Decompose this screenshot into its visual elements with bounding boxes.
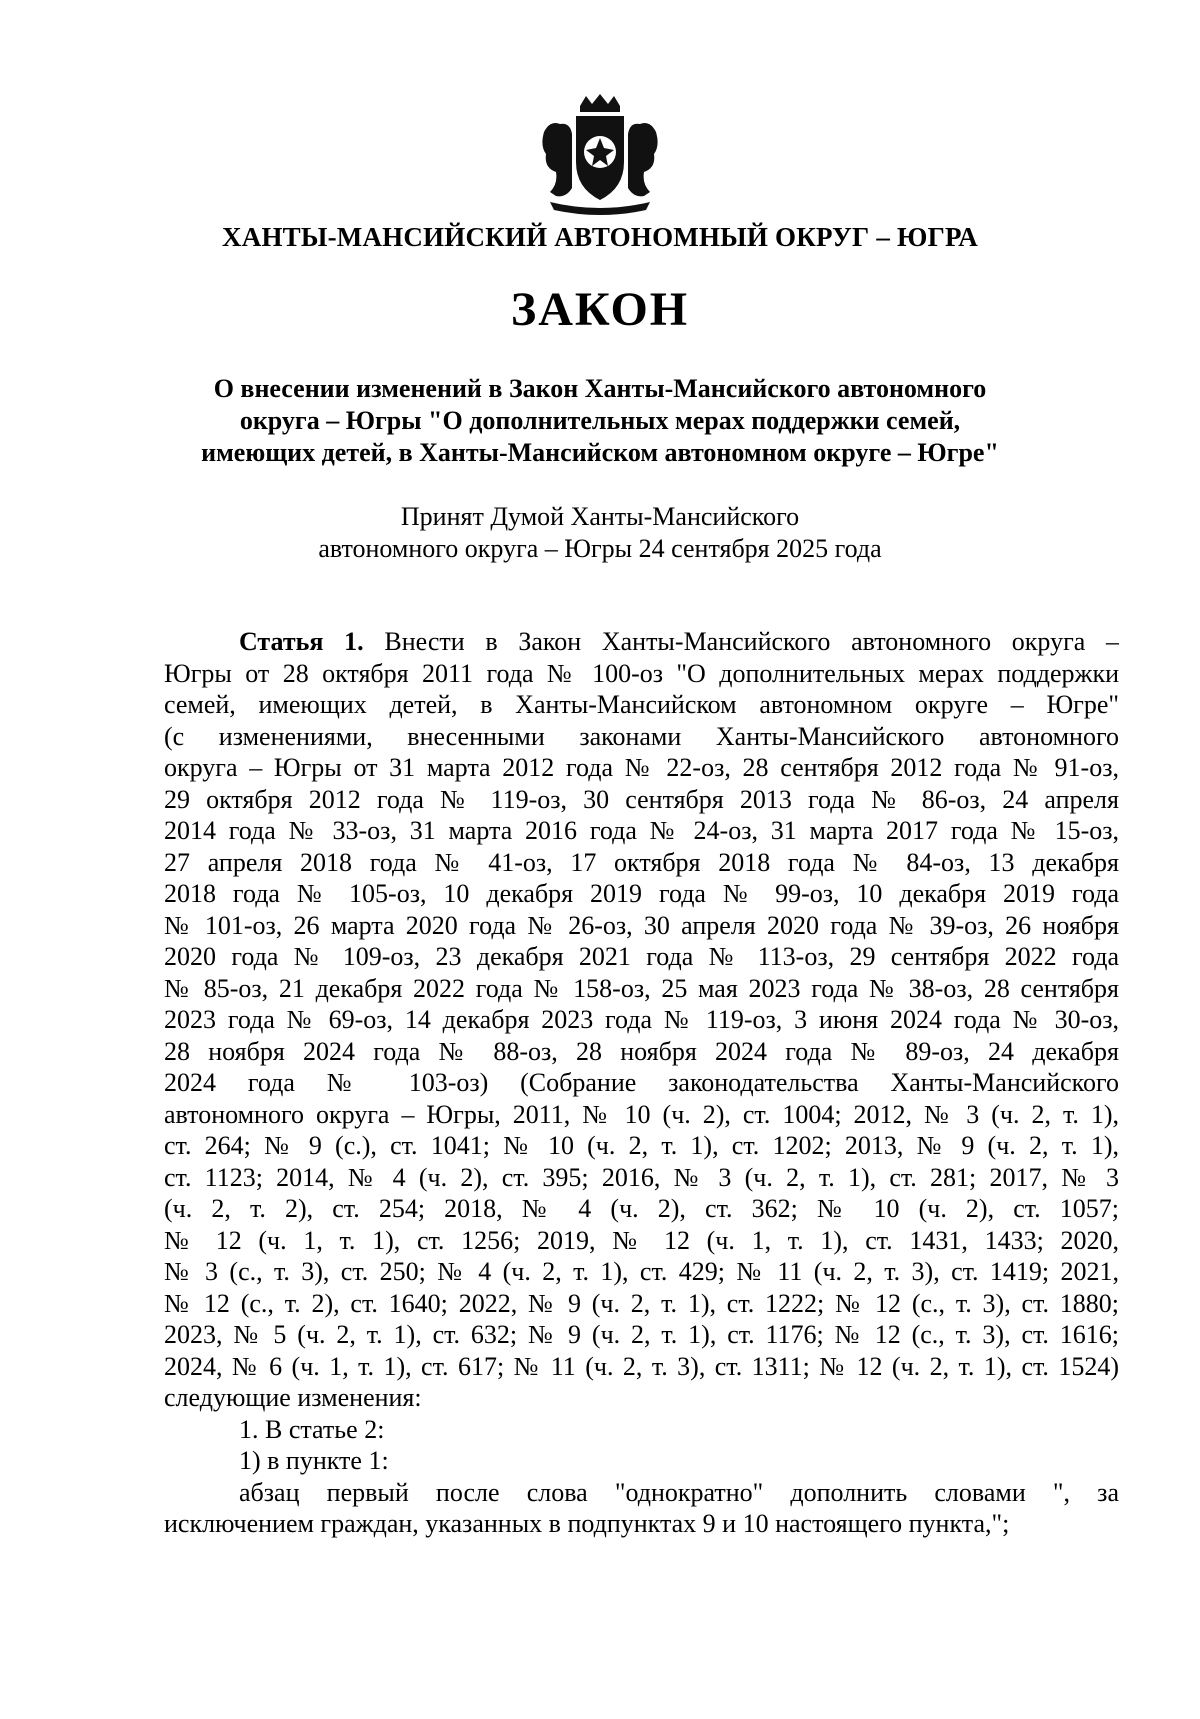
body-line: Югры от 28 октября 2011 года № 100-оз "О дополнительных мерах поддержки <box>164 658 1119 688</box>
article-body <box>164 626 1119 1540</box>
document-type: ЗАКОН <box>510 283 690 336</box>
body-line: № 3 (с., т. 3), ст. 250; № 4 (ч. 2, т. 1), ст. 429; № 11 (ч. 2, т. 3), ст. 1419; 2021, <box>164 1257 1119 1286</box>
body-line: (ч. 2, т. 2), ст. 254; 2018, № 4 (ч. 2), ст. 362; № 10 (ч. 2), ст. 1057; <box>164 1194 1119 1223</box>
sub-item-heading: 1) в пункте 1: <box>239 1446 389 1475</box>
law-title <box>100 373 1100 469</box>
body-line-last: исключением граждан, указанных в подпунктах 9 и 10 настоящего пункта,"; <box>164 1509 1010 1538</box>
region-heading: ХАНТЫ-МАНСИЙСКИЙ АВТОНОМНЫЙ ОКРУГ – ЮГРА <box>222 222 978 252</box>
body-line: № 101-оз, 26 марта 2020 года № 26-оз, 30 апреля 2020 года № 39-оз, 26 ноября <box>164 910 1119 940</box>
body-line: № 85-оз, 21 декабря 2022 года № 158-оз, 25 мая 2023 года № 38-оз, 28 сентября <box>164 973 1119 1003</box>
body-line: 2024, № 6 (ч. 1, т. 1), ст. 617; № 11 (ч. 2, т. 3), ст. 1311; № 12 (ч. 2, т. 1), ст. 1524) <box>164 1351 1119 1381</box>
body-line: № 12 (ч. 1, т. 1), ст. 1256; 2019, № 12 (ч. 1, т. 1), ст. 1431, 1433; 2020, <box>164 1225 1119 1255</box>
body-line-closing: следующие изменения: <box>164 1383 422 1412</box>
adoption-note <box>100 501 1100 565</box>
body-line: автономного округа – Югры, 2011, № 10 (ч. 2), ст. 1004; 2012, № 3 (ч. 2, т. 1), <box>164 1099 1119 1129</box>
body-line: № 12 (с., т. 2), ст. 1640; 2022, № 9 (ч. 2, т. 1), ст. 1222; № 12 (с., т. 3), ст. 1880; <box>164 1288 1119 1318</box>
body-line: 2023, № 5 (ч. 2, т. 1), ст. 632; № 9 (ч. 2, т. 1), ст. 1176; № 12 (с., т. 3), ст. 1616; <box>164 1320 1119 1349</box>
law-title-line: округа – Югры "О дополнительных мерах поддержки семей, <box>239 406 961 435</box>
body-line: (с изменениями, внесенными законами Ханты-Мансийского автономного <box>164 721 1119 751</box>
article-label: Статья 1. <box>239 627 364 656</box>
body-line: округа – Югры от 31 марта 2012 года № 22-оз, 28 сентября 2012 года № 91-оз, <box>164 753 1119 782</box>
body-line: семей, имеющих детей, в Ханты-Мансийском автономном округе – Югре" <box>164 690 1119 719</box>
body-line: 27 апреля 2018 года № 41-оз, 17 октября 2018 года № 84-оз, 13 декабря <box>164 847 1119 877</box>
body-line: 2018 года № 105-оз, 10 декабря 2019 года № 99-оз, 10 декабря 2019 года <box>164 879 1119 908</box>
body-line: ст. 264; № 9 (с.), ст. 1041; № 10 (ч. 2, т. 1), ст. 1202; 2013, № 9 (ч. 2, т. 1), <box>164 1131 1119 1160</box>
law-title-line: О внесении изменений в Закон Ханты-Мансийского автономного <box>213 374 987 403</box>
adoption-line: Принят Думой Ханты-Мансийского <box>400 502 800 531</box>
body-line: ст. 1123; 2014, № 4 (ч. 2), ст. 395; 2016, № 3 (ч. 2, т. 1), ст. 281; 2017, № 3 <box>164 1162 1119 1192</box>
article-text: Внести в Закон Ханты-Мансийского автономного округа – <box>363 627 1119 656</box>
body-line: 2023 года № 69-оз, 14 декабря 2023 года № 119-оз, 3 июня 2024 года № 30-оз, <box>164 1005 1119 1034</box>
body-line: 2024 года № 103-оз) (Собрание законодательства Ханты-Мансийского <box>164 1068 1119 1097</box>
body-line: абзац первый после слова "однократно" дополнить словами ", за <box>239 1477 1119 1507</box>
law-title-line: имеющих детей, в Ханты-Мансийском автономном округе – Югре" <box>201 438 999 467</box>
coat-of-arms-icon <box>536 92 664 220</box>
item-heading: 1. В статье 2: <box>239 1414 385 1444</box>
adoption-line: автономного округа – Югры 24 сентября 2025 года <box>318 534 882 563</box>
body-line: 29 октября 2012 года № 119-оз, 30 сентября 2013 года № 86-оз, 24 апреля <box>164 784 1119 814</box>
body-line: 28 ноября 2024 года № 88-оз, 28 ноября 2024 года № 89-оз, 24 декабря <box>164 1036 1119 1066</box>
article-first-line <box>164 626 1119 658</box>
body-line: 2014 года № 33-оз, 31 марта 2016 года № 24-оз, 31 марта 2017 года № 15-оз, <box>164 816 1119 845</box>
body-line: 2020 года № 109-оз, 23 декабря 2021 года № 113-оз, 29 сентября 2022 года <box>164 942 1119 971</box>
